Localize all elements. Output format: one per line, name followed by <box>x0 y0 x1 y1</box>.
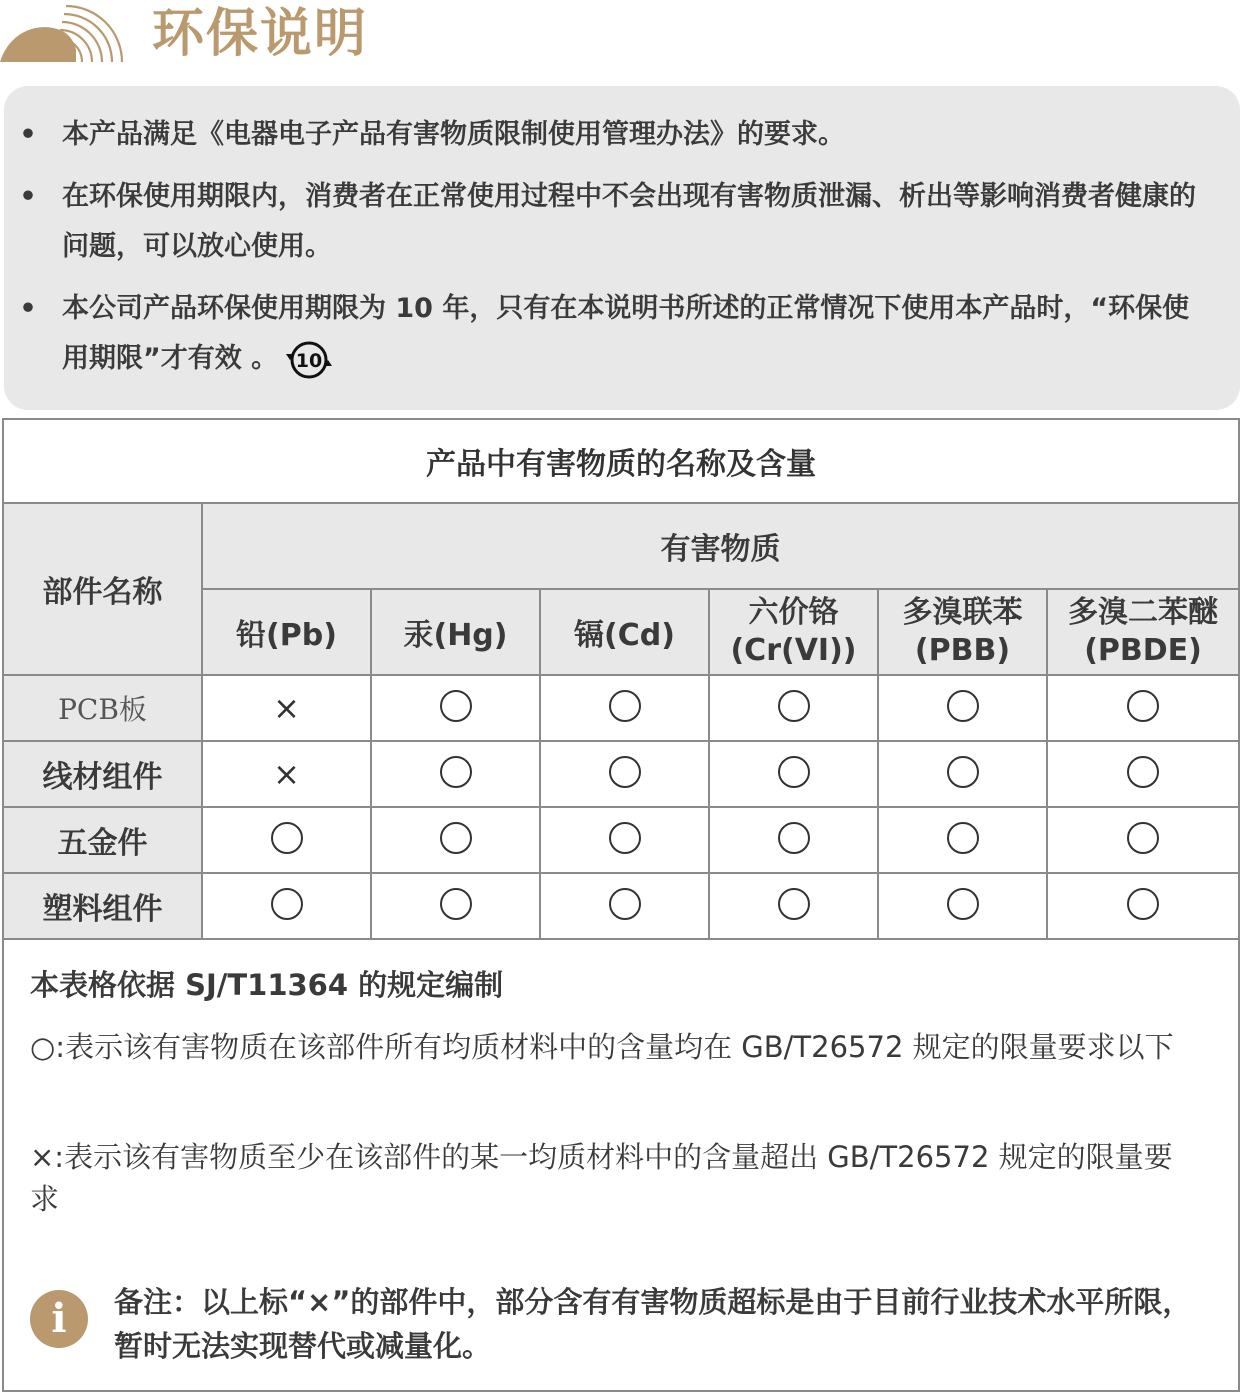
substance-status-cell <box>202 873 371 939</box>
bullet-text <box>62 284 1212 384</box>
substance-status-cell <box>202 807 371 873</box>
circle-mark-icon <box>947 822 979 854</box>
circle-mark-icon <box>947 888 979 920</box>
table-body <box>4 675 1238 939</box>
hazardous-substance-table <box>4 420 1238 940</box>
substance-status-cell <box>709 741 878 807</box>
table-row <box>4 741 1238 807</box>
bullet-dot: • <box>19 119 37 150</box>
part-name-cell: 塑料组件 <box>4 873 202 939</box>
hazardous-substance-table-wrap <box>2 418 1240 1392</box>
substance-status-cell <box>709 675 878 741</box>
circle-mark-icon <box>1127 888 1159 920</box>
remark-text: 备注：以上标“×”的部件中，部分含有有害物质超标是由于目前行业技术水平所限，暂时无法实现替代或减量化。 <box>114 1285 1192 1363</box>
substance-status-cell <box>878 807 1047 873</box>
circle-mark-icon <box>1127 690 1159 722</box>
substance-label: 镉(Cd) <box>574 618 675 653</box>
substance-status-cell <box>540 741 709 807</box>
substance-status-cell <box>1047 873 1238 939</box>
substance-status-cell <box>202 675 371 741</box>
table-row <box>4 873 1238 939</box>
circle-mark-icon <box>778 888 810 920</box>
circle-mark-icon <box>1127 756 1159 788</box>
substance-status-cell <box>371 675 540 741</box>
bullet-dot: • <box>19 293 37 324</box>
part-name-cell: 线材组件 <box>4 741 202 807</box>
circle-mark-icon <box>609 822 641 854</box>
substance-header-pb <box>202 589 371 675</box>
circle-mark-icon <box>778 756 810 788</box>
substance-label: 铅(Pb) <box>236 618 337 653</box>
substance-status-cell <box>1047 741 1238 807</box>
circle-legend-note: ○:表示该有害物质在该部件所有均质材料中的含量均在 GB/T26572 规定的限量要求以下 <box>30 1030 1174 1064</box>
circle-mark-icon <box>440 888 472 920</box>
part-name-cell: 五金件 <box>4 807 202 873</box>
substance-label: 多溴联苯 <box>902 595 1023 630</box>
circle-mark-icon <box>1127 822 1159 854</box>
circle-mark-icon <box>440 690 472 722</box>
substance-label: 多溴二苯醚 <box>1068 595 1219 630</box>
bullet-text-content: 本公司产品环保使用期限为 10 年，只有在本说明书所述的正常情况下使用本产品时，“环保使用期限”才有效 。 <box>62 293 1190 374</box>
substance-status-cell <box>878 741 1047 807</box>
header <box>0 0 1242 80</box>
substance-status-cell <box>371 741 540 807</box>
circle-mark-icon <box>440 822 472 854</box>
substance-header-hg <box>371 589 540 675</box>
substance-status-cell <box>1047 675 1238 741</box>
part-name-cell: PCB板 <box>4 675 202 741</box>
bullet-text: 本产品满足《电器电子产品有害物质限制使用管理办法》的要求。 <box>62 119 845 150</box>
substance-header-cd <box>540 589 709 675</box>
substance-header-pbb <box>878 589 1047 675</box>
substance-group-header: 有害物质 <box>202 503 1238 589</box>
part-name-header: 部件名称 <box>4 503 202 675</box>
brand-logo-icon <box>0 0 130 70</box>
circle-mark-icon <box>609 756 641 788</box>
circle-mark-icon <box>947 690 979 722</box>
info-icon: i <box>30 1290 88 1348</box>
cross-mark-icon: × <box>273 755 300 793</box>
circle-mark-icon <box>778 690 810 722</box>
substance-status-cell <box>540 807 709 873</box>
table-row <box>4 807 1238 873</box>
substance-status-cell <box>1047 807 1238 873</box>
circle-mark-icon <box>609 690 641 722</box>
cross-mark-icon: × <box>273 689 300 727</box>
circle-mark-icon <box>271 822 303 854</box>
circle-mark-icon <box>778 822 810 854</box>
rohs-10-year-icon <box>284 338 334 382</box>
substance-header-crvi <box>709 589 878 675</box>
substance-status-cell <box>371 873 540 939</box>
bullet-text: 在环保使用期限内，消费者在正常使用过程中不会出现有害物质泄漏、析出等影响消费者健康的问题，可以放心使用。 <box>62 181 1196 262</box>
substance-status-cell <box>709 807 878 873</box>
circle-mark-icon <box>271 888 303 920</box>
env-statement-panel <box>4 86 1240 410</box>
table-row <box>4 675 1238 741</box>
substance-status-cell <box>878 873 1047 939</box>
circle-mark-icon <box>440 756 472 788</box>
table-title: 产品中有害物质的名称及含量 <box>4 420 1238 503</box>
substance-symbol: (Cr(VI)) <box>730 633 857 668</box>
substance-status-cell <box>202 741 371 807</box>
substance-status-cell <box>878 675 1047 741</box>
substance-label: 六价铬 <box>748 595 839 630</box>
substance-status-cell <box>371 807 540 873</box>
circle-mark-icon <box>609 888 641 920</box>
standard-basis-note: 本表格依据 SJ/T11364 的规定编制 <box>30 968 504 1002</box>
substance-status-cell <box>709 873 878 939</box>
rohs-mark-text: 10 <box>295 349 323 372</box>
substance-header-pbde <box>1047 589 1238 675</box>
substance-label: 汞(Hg) <box>403 618 508 653</box>
substance-symbol: (PBDE) <box>1084 633 1202 668</box>
substance-status-cell <box>540 675 709 741</box>
page-title: 环保说明 <box>152 4 369 64</box>
circle-mark-icon <box>947 756 979 788</box>
cross-legend-note: ×:表示该有害物质至少在该部件的某一均质材料中的含量超出 GB/T26572 规定的限量要求 <box>30 1140 1173 1216</box>
substance-status-cell <box>540 873 709 939</box>
bullet-dot: • <box>19 181 37 212</box>
substance-symbol: (PBB) <box>914 633 1011 668</box>
remark-box <box>30 1280 1220 1370</box>
